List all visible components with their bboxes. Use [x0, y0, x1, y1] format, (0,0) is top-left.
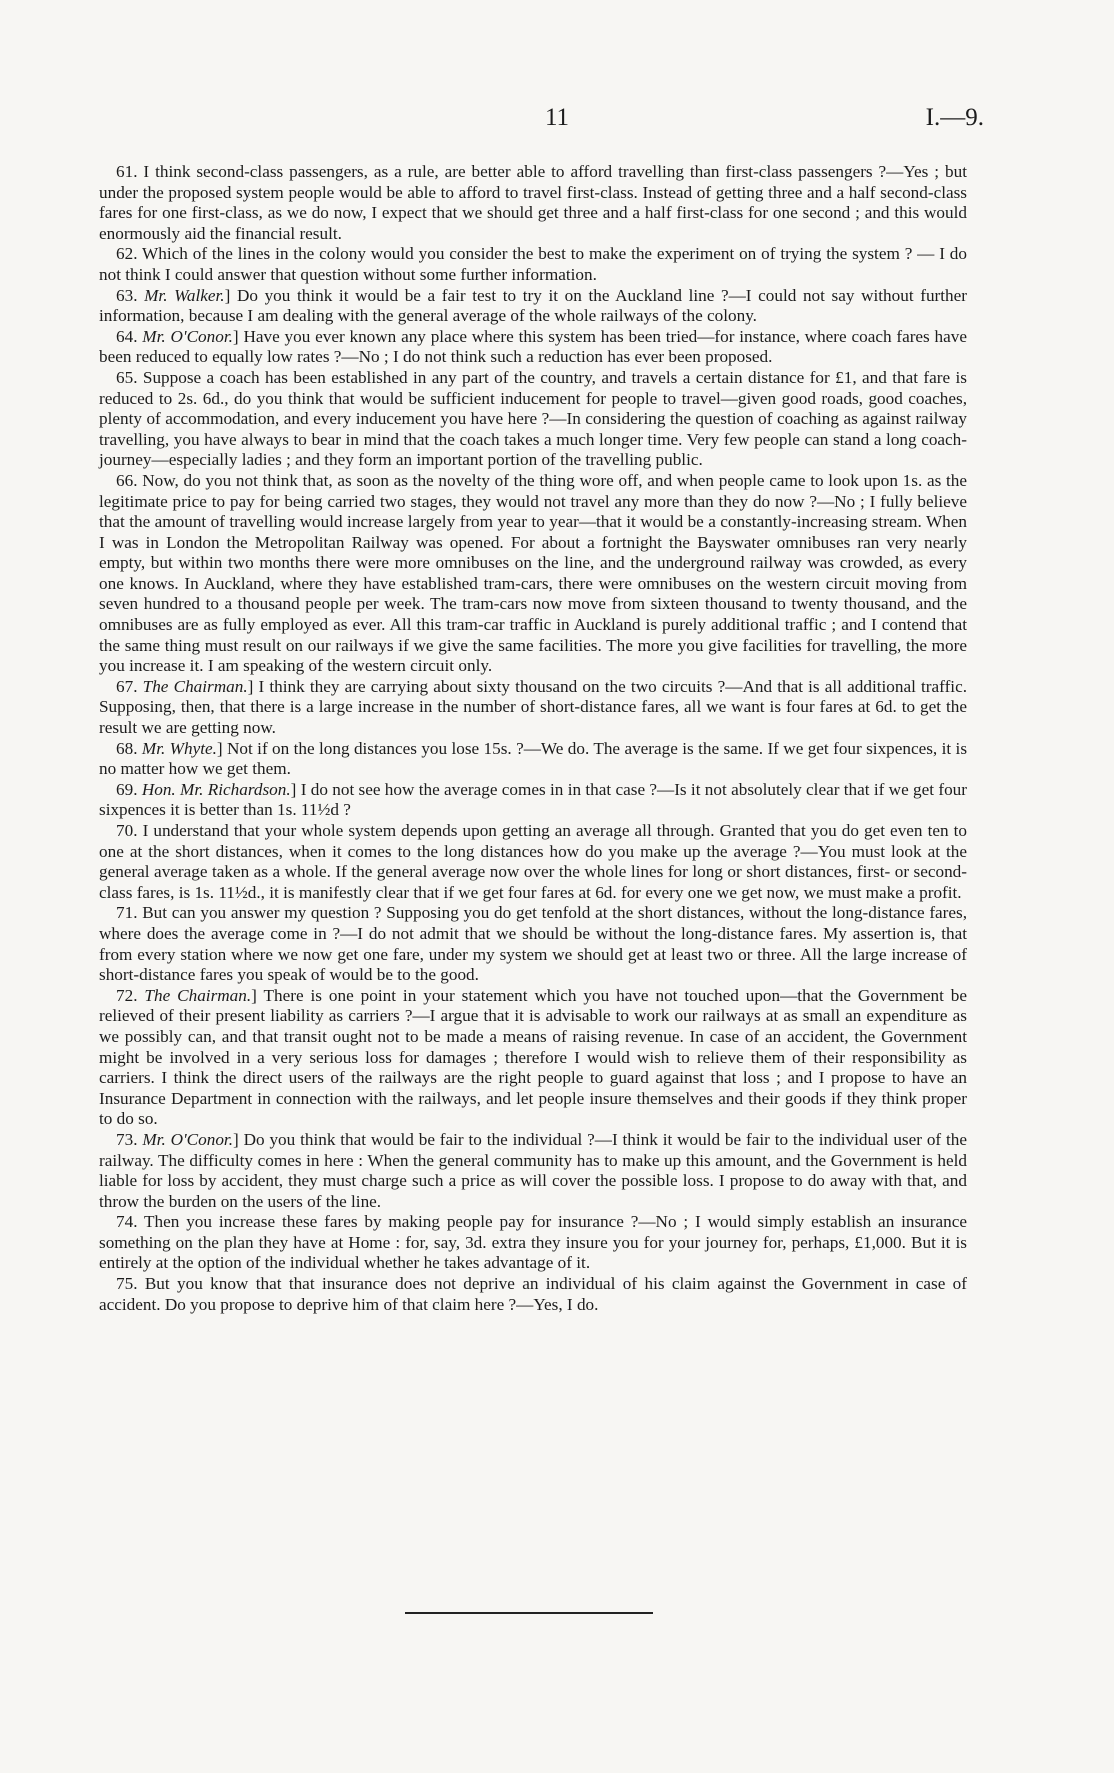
paragraph-text: Do you think that would be fair to the individual ?—I think it would be fair to the individual user of the railway. The difficulty comes in here : When the general community has to make up this amount, and the Government is held liable for loss by accident, they must charge such a price as will cover the possible loss. I propose to do away with that, and throw the burden on the users of the line. [99, 1129, 967, 1211]
speaker-bracket: ] [251, 985, 264, 1005]
speaker-bracket: ] [224, 285, 237, 305]
question-number: 67. [116, 676, 143, 696]
question-number: 68. [116, 738, 142, 758]
speaker-bracket: ] [247, 676, 259, 696]
paragraph-74 [99, 1212, 967, 1274]
speaker-name: The Chairman. [144, 985, 252, 1005]
paragraph-text: Suppose a coach has been established in any part of the country, and travels a certain distance for £1, and that fare is reduced to 2s. 6d., do you think that would be sufficient inducement for people to travel—given good roads, good coaches, plenty of accommodation, and every inducement you have here ?—In considering the question of coaching as against railway travelling, you have always to bear in mind that the coach takes a much longer time. Very few people can stand a long coach-journey—especially ladies ; and they form an important portion of the travelling public. [99, 367, 967, 470]
paragraph-text: Which of the lines in the colony would you consider the best to make the experiment on of trying the system ? — I do not think I could answer that question without some further information. [99, 244, 967, 284]
paragraph-61 [99, 162, 967, 244]
speaker-bracket: ] [290, 779, 301, 799]
paragraph-text: I think they are carrying about sixty thousand on the two circuits ?—And that is all additional traffic. Supposing, then, that there is a large increase in the number of short-distance fares, all we want is four fares at 6d. to get the result we are getting now. [99, 676, 967, 738]
paragraph-text: Now, do you not think that, as soon as the novelty of the thing wore off, and when people came to look upon 1s. as the legitimate price to pay for being carried two stages, they would not travel any more than they do now ?—No ; I fully believe that the amount of travelling would increase largely from year to year—that it would be a constantly-increasing stream. When I was in London the Metropolitan Railway was opened. For about a fortnight the Bayswater omnibuses ran very nearly empty, but within two months there were more omnibuses on the line, and the underground railway was crowded, as every one knows. In Auckland, where they have established tram-cars, there were omnibuses on the western circuit moving from seven hundred to a thousand people per week. The tram-cars now move from sixteen thousand to twenty thousand, and the omnibuses are as fully employed as ever. All this tram-car traffic in Auckland is purely additional traffic ; and I contend that the same thing must result on our railways if we give the same facilities. The more you give facilities for travelling, the more you increase it. I am speaking of the western circuit only. [99, 470, 967, 676]
speaker-bracket: ] [232, 326, 244, 346]
paragraph-70 [99, 821, 967, 903]
paragraph-75 [99, 1274, 967, 1315]
paragraph-73 [99, 1130, 967, 1212]
speaker-bracket: ] [233, 1129, 244, 1149]
question-number: 70. [116, 821, 143, 840]
paragraph-text: Then you increase these fares by making people pay for insurance ?—No ; I would simply establish an insurance something on the plan they have at Home : for, say, 3d. extra they insure you for your journey for, perhaps, £1,000. But it is entirely at the option of the individual whether he takes advantage of it. [99, 1212, 967, 1273]
paragraph-text: Have you ever known any place where this system has been tried—for instance, where coach fares have been reduced to equally low rates ?—No ; I do not think such a reduction has ever been proposed. [99, 326, 967, 367]
paragraph-72 [99, 986, 967, 1130]
question-number: 64. [116, 326, 143, 346]
paragraph-66 [99, 471, 967, 677]
question-number: 72. [116, 985, 145, 1005]
speaker-name: The Chairman. [142, 676, 248, 696]
question-number: 66. [116, 470, 143, 490]
speaker-name: Mr. Whyte. [141, 738, 217, 758]
question-number: 74. [116, 1212, 145, 1232]
paragraph-71 [99, 903, 967, 985]
speaker-name: Mr. Walker. [144, 285, 225, 305]
document-body [99, 162, 967, 1315]
paragraph-67 [99, 677, 967, 739]
speaker-name: Hon. Mr. Richardson. [141, 779, 291, 799]
page-number: 11 [544, 104, 570, 131]
question-number: 69. [116, 779, 142, 799]
paragraph-68 [99, 739, 967, 780]
paragraph-63 [99, 286, 967, 327]
paragraph-text: But you know that that insurance does not deprive an individual of his claim against the Government in case of accident. Do you propose to deprive him of that claim here ?—Yes, I do. [99, 1274, 968, 1314]
speaker-name: Mr. O'Conor. [142, 1129, 234, 1149]
closing-rule [405, 1612, 653, 1614]
question-number: 75. [116, 1274, 145, 1294]
paragraph-text: There is one point in your statement which you have not touched upon—that the Government be relieved of their present liability as carriers ?—I argue that it is advisable to work our railways at as small an expenditure as we possibly can, and that transit ought not to be made a means of raising revenue. In case of an accident, the Government might be involved in a very serious loss for damages ; therefore I would wish to relieve them of their responsibility as carriers. I think the direct users of the railways are the right people to guard against that loss ; and I propose to have an Insurance Department in connection with the railways, and let people insure themselves and their goods if they think proper to do so. [99, 985, 968, 1129]
paragraph-text: Do you think it would be a fair test to try it on the Auckland line ?—I could not say without further information, because I am dealing with the general average of the whole railways of the colony. [99, 285, 967, 326]
speaker-name: Mr. O'Conor. [142, 326, 233, 346]
paragraph-64 [99, 327, 967, 368]
paragraph-text: Not if on the long distances you lose 15s. ?—We do. The average is the same. If we get four sixpences, it is no matter how we get them. [99, 738, 968, 779]
question-number: 61. [116, 162, 144, 181]
question-number: 63. [116, 285, 145, 305]
speaker-bracket: ] [216, 738, 228, 758]
question-number: 62. [116, 244, 143, 264]
question-number: 65. [116, 367, 143, 387]
question-number: 73. [116, 1129, 143, 1149]
question-number: 71. [116, 903, 143, 923]
paragraph-text: But can you answer my question ? Supposing you do get tenfold at the short distances, without the long-distance fares, where does the average come in ?—I do not admit that we should be without the long-distance fares. My assertion is, that from every station where we now get one fare, under my system we should get at least two or three. All the large increase of short-distance fares you speak of would be to the good. [99, 903, 968, 985]
paragraph-69 [99, 780, 967, 821]
document-reference: I.—9. [925, 104, 984, 131]
page-header [0, 104, 1114, 138]
paragraph-text: I think second-class passengers, as a rule, are better able to afford travelling than first-class passengers ?—Yes ; but under the proposed system people would be able to afford to travel first-class. Instead of getting three and a half second-class fares for one first-class, as we do now, I expect that we should get three and a half first-class for one second ; and this would enormously aid the financial result. [99, 162, 967, 243]
paragraph-text: I do not see how the average comes in in that case ?—Is it not absolutely clear that if we get four sixpences it is better than 1s. 11½d ? [99, 779, 967, 820]
paragraph-text: I understand that your whole system depends upon getting an average all through. Granted that you do get even ten to one at the short distances, when it comes to the long distances how do you make up the average ?—You must look at the general average taken as a whole. If the general average now over the whole lines for long or short distances, first- or second-class fares, is 1s. 11½d., it is manifestly clear that if we get four fares at 6d. for every one we get now, we must make a profit. [99, 821, 968, 902]
paragraph-62 [99, 244, 967, 285]
paragraph-65 [99, 368, 967, 471]
